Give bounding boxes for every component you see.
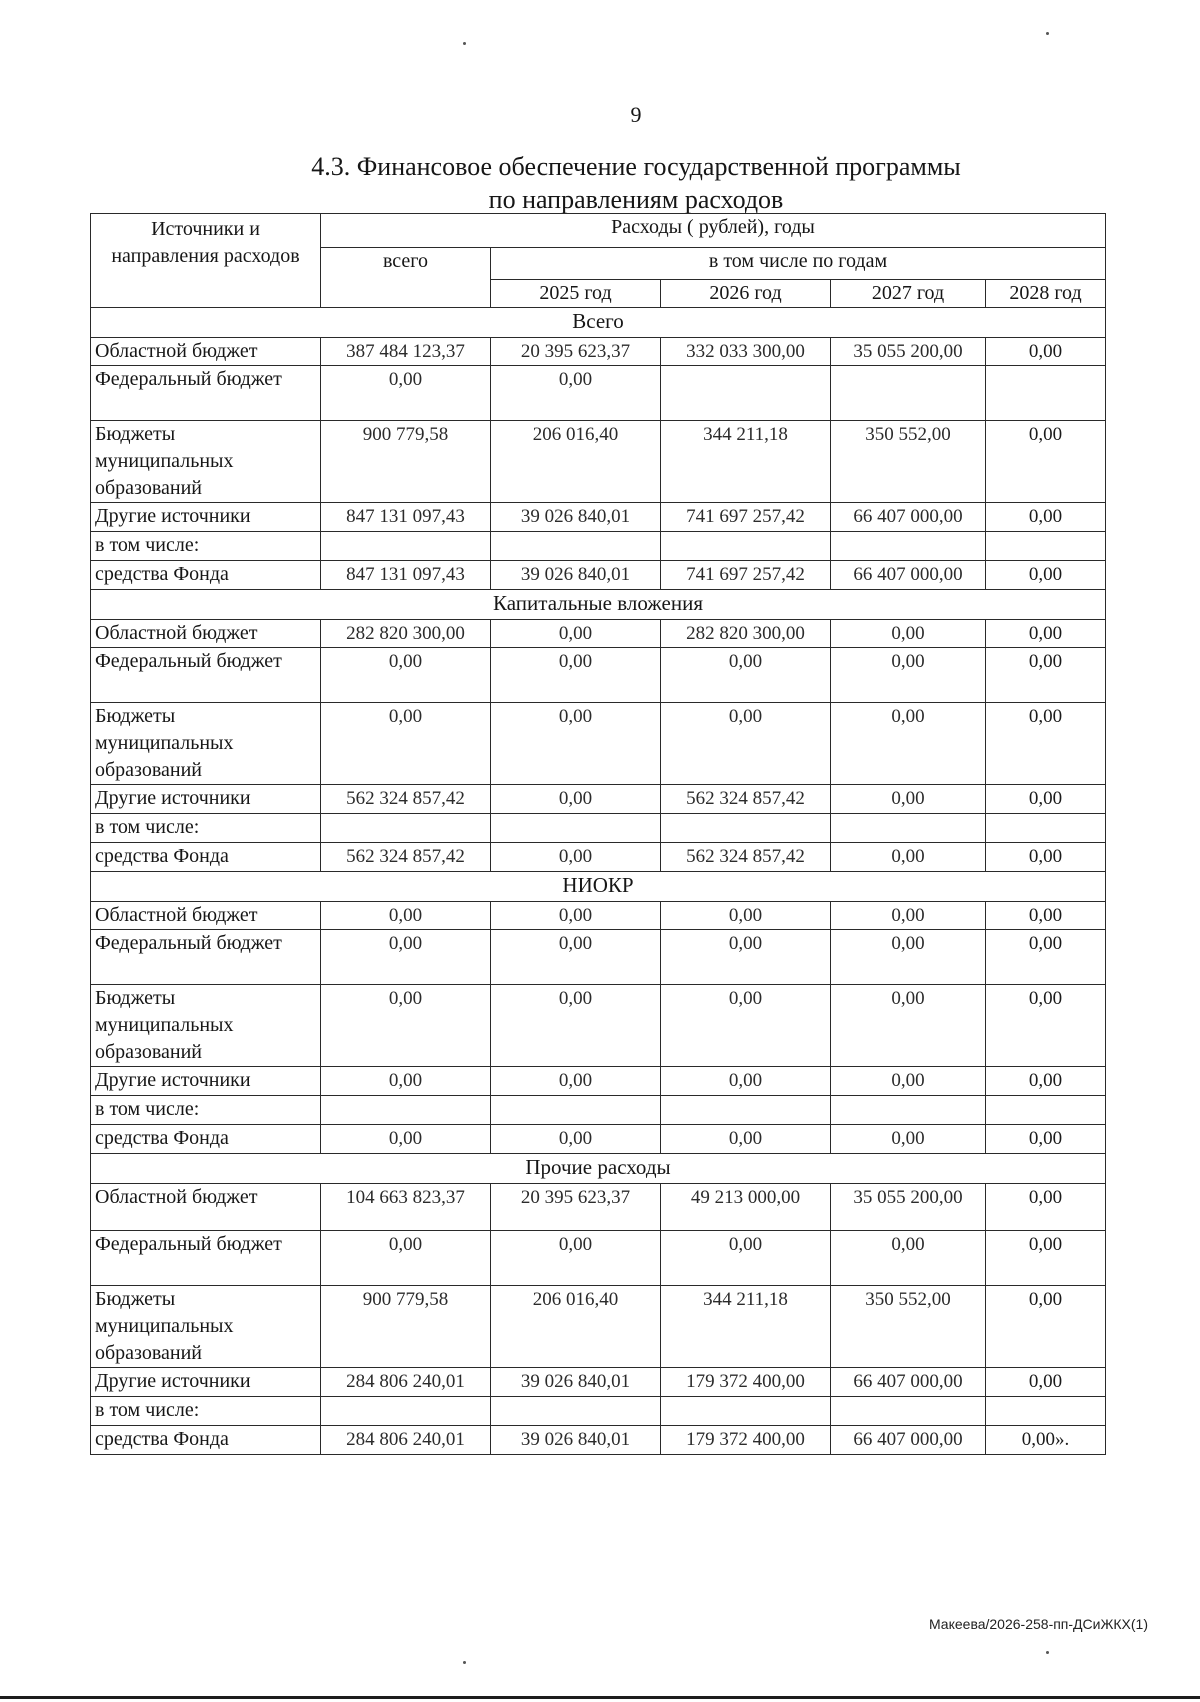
cell-y2025: 0,00 xyxy=(491,985,661,1067)
cell-total: 0,00 xyxy=(321,1231,491,1286)
cell-y2026: 49 213 000,00 xyxy=(661,1184,831,1231)
cell-y2026: 179 372 400,00 xyxy=(661,1426,831,1455)
cell-y2025: 20 395 623,37 xyxy=(491,338,661,366)
cell-y2025: 0,00 xyxy=(491,843,661,872)
cell-y2025 xyxy=(491,814,661,843)
table-row xyxy=(91,1426,1106,1455)
table-row xyxy=(91,703,1106,785)
table-row xyxy=(91,1397,1106,1426)
table-row xyxy=(91,503,1106,532)
cell-y2025: 39 026 840,01 xyxy=(491,503,661,532)
cell-y2027: 66 407 000,00 xyxy=(831,1426,986,1455)
cell-total xyxy=(321,532,491,561)
cell-y2028 xyxy=(986,532,1106,561)
cell-y2027: 0,00 xyxy=(831,648,986,703)
cell-y2025: 0,00 xyxy=(491,366,661,421)
cell-y2026: 0,00 xyxy=(661,1125,831,1154)
cell-y2027: 0,00 xyxy=(831,620,986,648)
cell-y2027: 66 407 000,00 xyxy=(831,1368,986,1397)
cell-total: 900 779,58 xyxy=(321,1286,491,1368)
header-total: всего xyxy=(321,248,491,308)
row-label: в том числе: xyxy=(91,1096,321,1125)
cell-y2026: 741 697 257,42 xyxy=(661,561,831,590)
cell-y2027: 35 055 200,00 xyxy=(831,1184,986,1231)
cell-y2028: 0,00 xyxy=(986,985,1106,1067)
cell-y2025 xyxy=(491,1397,661,1426)
header-year-2025: 2025 год xyxy=(491,280,661,308)
table-row xyxy=(91,421,1106,503)
table-row xyxy=(91,814,1106,843)
cell-y2028: 0,00 xyxy=(986,902,1106,930)
row-label: в том числе: xyxy=(91,1397,321,1426)
cell-y2028: 0,00 xyxy=(986,1286,1106,1368)
cell-total: 900 779,58 xyxy=(321,421,491,503)
cell-y2027: 350 552,00 xyxy=(831,421,986,503)
cell-y2028: 0,00 xyxy=(986,785,1106,814)
scan-speck xyxy=(1046,1651,1049,1654)
row-label: Федеральный бюджет xyxy=(91,366,321,421)
scan-speck xyxy=(1046,32,1049,35)
cell-y2025: 206 016,40 xyxy=(491,1286,661,1368)
cell-total: 0,00 xyxy=(321,366,491,421)
cell-y2027: 0,00 xyxy=(831,785,986,814)
row-label: средства Фонда xyxy=(91,561,321,590)
section-title: НИОКР xyxy=(91,872,1106,902)
header-year-2028: 2028 год xyxy=(986,280,1106,308)
title-line-2: по направлениям расходов xyxy=(488,185,784,214)
cell-y2027: 0,00 xyxy=(831,1231,986,1286)
cell-y2028: 0,00 xyxy=(986,648,1106,703)
table-row xyxy=(91,620,1106,648)
section-row xyxy=(91,590,1106,620)
table-row xyxy=(91,843,1106,872)
cell-y2026 xyxy=(661,366,831,421)
row-label: средства Фонда xyxy=(91,1125,321,1154)
cell-y2026: 0,00 xyxy=(661,1231,831,1286)
row-label: Бюджеты муниципальных образований xyxy=(91,1286,321,1368)
cell-y2026: 0,00 xyxy=(661,985,831,1067)
section-title: Всего xyxy=(91,308,1106,338)
header-by-years: в том числе по годам xyxy=(491,248,1106,280)
cell-y2025: 0,00 xyxy=(491,930,661,985)
cell-y2027 xyxy=(831,532,986,561)
table-row xyxy=(91,1125,1106,1154)
cell-y2026: 332 033 300,00 xyxy=(661,338,831,366)
cell-y2027: 0,00 xyxy=(831,843,986,872)
cell-y2025: 39 026 840,01 xyxy=(491,1426,661,1455)
cell-y2027 xyxy=(831,1096,986,1125)
cell-y2028: 0,00 xyxy=(986,1184,1106,1231)
cell-y2028: 0,00 xyxy=(986,503,1106,532)
cell-y2027: 0,00 xyxy=(831,902,986,930)
cell-y2027: 66 407 000,00 xyxy=(831,561,986,590)
cell-total xyxy=(321,1397,491,1426)
cell-y2026: 562 324 857,42 xyxy=(661,843,831,872)
row-label: Федеральный бюджет xyxy=(91,930,321,985)
cell-y2026: 0,00 xyxy=(661,648,831,703)
cell-y2025: 39 026 840,01 xyxy=(491,1368,661,1397)
cell-total: 0,00 xyxy=(321,1067,491,1096)
cell-y2026: 741 697 257,42 xyxy=(661,503,831,532)
section-title: Прочие расходы xyxy=(91,1154,1106,1184)
row-label: Областной бюджет xyxy=(91,1184,321,1231)
cell-y2026: 0,00 xyxy=(661,930,831,985)
footer-document-code: Макеева/2026-258-пп-ДСиЖКХ(1) xyxy=(928,1616,1148,1632)
cell-y2027: 35 055 200,00 xyxy=(831,338,986,366)
cell-y2026 xyxy=(661,814,831,843)
section-row xyxy=(91,308,1106,338)
cell-y2028 xyxy=(986,1397,1106,1426)
budget-table xyxy=(90,213,1106,1455)
section-title: Капитальные вложения xyxy=(91,590,1106,620)
cell-total: 0,00 xyxy=(321,703,491,785)
cell-y2025: 0,00 xyxy=(491,1125,661,1154)
cell-total: 847 131 097,43 xyxy=(321,503,491,532)
cell-y2027: 0,00 xyxy=(831,703,986,785)
row-label: Областной бюджет xyxy=(91,620,321,648)
table-row xyxy=(91,1096,1106,1125)
row-label: Другие источники xyxy=(91,785,321,814)
row-label: Федеральный бюджет xyxy=(91,1231,321,1286)
cell-y2028: 0,00 xyxy=(986,843,1106,872)
table-row xyxy=(91,930,1106,985)
cell-total: 387 484 123,37 xyxy=(321,338,491,366)
cell-y2028 xyxy=(986,366,1106,421)
row-label: Бюджеты муниципальных образований xyxy=(91,985,321,1067)
document-title xyxy=(0,150,1200,216)
row-label: Областной бюджет xyxy=(91,902,321,930)
cell-y2026: 562 324 857,42 xyxy=(661,785,831,814)
scan-edge-line xyxy=(0,1696,1200,1699)
header-year-2026: 2026 год xyxy=(661,280,831,308)
cell-total: 104 663 823,37 xyxy=(321,1184,491,1231)
cell-y2026 xyxy=(661,1397,831,1426)
cell-total xyxy=(321,814,491,843)
cell-y2025: 206 016,40 xyxy=(491,421,661,503)
budget-table-body xyxy=(91,308,1106,1455)
cell-y2025: 39 026 840,01 xyxy=(491,561,661,590)
row-label: в том числе: xyxy=(91,532,321,561)
table-row xyxy=(91,1368,1106,1397)
cell-y2026: 344 211,18 xyxy=(661,421,831,503)
header-expenses: Расходы ( рублей), годы xyxy=(321,214,1106,248)
title-line-1: 4.3. Финансовое обеспечение государственной программы xyxy=(311,152,961,181)
cell-y2028: 0,00 xyxy=(986,930,1106,985)
cell-y2026: 179 372 400,00 xyxy=(661,1368,831,1397)
section-row xyxy=(91,1154,1106,1184)
cell-y2025 xyxy=(491,1096,661,1125)
row-label: Бюджеты муниципальных образований xyxy=(91,703,321,785)
cell-y2027 xyxy=(831,1397,986,1426)
row-label: средства Фонда xyxy=(91,1426,321,1455)
cell-y2027: 0,00 xyxy=(831,1067,986,1096)
cell-y2025: 0,00 xyxy=(491,785,661,814)
cell-y2026 xyxy=(661,532,831,561)
cell-y2025: 0,00 xyxy=(491,1231,661,1286)
row-label: Другие источники xyxy=(91,1368,321,1397)
header-sources: Источники и направления расходов xyxy=(91,214,321,308)
cell-y2025: 0,00 xyxy=(491,1067,661,1096)
cell-total: 0,00 xyxy=(321,1125,491,1154)
cell-y2028: 0,00 xyxy=(986,421,1106,503)
cell-y2026: 0,00 xyxy=(661,902,831,930)
cell-y2027: 66 407 000,00 xyxy=(831,503,986,532)
table-row xyxy=(91,985,1106,1067)
cell-total: 284 806 240,01 xyxy=(321,1368,491,1397)
page-number: 9 xyxy=(630,102,642,127)
cell-y2025: 0,00 xyxy=(491,902,661,930)
cell-y2025 xyxy=(491,532,661,561)
cell-y2028: 0,00 xyxy=(986,338,1106,366)
cell-y2028: 0,00 xyxy=(986,1067,1106,1096)
row-label: Другие источники xyxy=(91,503,321,532)
scan-speck xyxy=(463,1661,466,1664)
cell-total: 847 131 097,43 xyxy=(321,561,491,590)
row-label: средства Фонда xyxy=(91,843,321,872)
table-row xyxy=(91,902,1106,930)
cell-y2025: 20 395 623,37 xyxy=(491,1184,661,1231)
cell-y2028 xyxy=(986,1096,1106,1125)
cell-y2026: 344 211,18 xyxy=(661,1286,831,1368)
table-row xyxy=(91,648,1106,703)
cell-y2027: 0,00 xyxy=(831,930,986,985)
section-row xyxy=(91,872,1106,902)
cell-y2027: 350 552,00 xyxy=(831,1286,986,1368)
cell-y2028 xyxy=(986,814,1106,843)
cell-y2026: 282 820 300,00 xyxy=(661,620,831,648)
cell-y2028: 0,00». xyxy=(986,1426,1106,1455)
cell-total xyxy=(321,1096,491,1125)
header-row-1 xyxy=(91,214,1106,248)
cell-y2028: 0,00 xyxy=(986,703,1106,785)
cell-y2028: 0,00 xyxy=(986,1368,1106,1397)
cell-y2028: 0,00 xyxy=(986,620,1106,648)
cell-y2025: 0,00 xyxy=(491,648,661,703)
cell-y2028: 0,00 xyxy=(986,1231,1106,1286)
header-year-2027: 2027 год xyxy=(831,280,986,308)
cell-y2027: 0,00 xyxy=(831,1125,986,1154)
cell-y2027 xyxy=(831,366,986,421)
table-row xyxy=(91,785,1106,814)
cell-total: 0,00 xyxy=(321,648,491,703)
table-row xyxy=(91,1286,1106,1368)
row-label: Федеральный бюджет xyxy=(91,648,321,703)
cell-y2027: 0,00 xyxy=(831,985,986,1067)
cell-total: 0,00 xyxy=(321,985,491,1067)
cell-total: 0,00 xyxy=(321,930,491,985)
row-label: в том числе: xyxy=(91,814,321,843)
table-row xyxy=(91,532,1106,561)
scan-speck xyxy=(463,42,466,45)
cell-y2028: 0,00 xyxy=(986,1125,1106,1154)
row-label: Бюджеты муниципальных образований xyxy=(91,421,321,503)
table-row xyxy=(91,338,1106,366)
cell-total: 562 324 857,42 xyxy=(321,785,491,814)
cell-total: 284 806 240,01 xyxy=(321,1426,491,1455)
table-row xyxy=(91,1067,1106,1096)
cell-y2026 xyxy=(661,1096,831,1125)
cell-total: 282 820 300,00 xyxy=(321,620,491,648)
cell-y2025: 0,00 xyxy=(491,620,661,648)
cell-y2027 xyxy=(831,814,986,843)
cell-y2025: 0,00 xyxy=(491,703,661,785)
cell-y2026: 0,00 xyxy=(661,1067,831,1096)
cell-total: 562 324 857,42 xyxy=(321,843,491,872)
cell-y2028: 0,00 xyxy=(986,561,1106,590)
cell-total: 0,00 xyxy=(321,902,491,930)
table-row xyxy=(91,561,1106,590)
table-row xyxy=(91,366,1106,421)
table-row xyxy=(91,1184,1106,1231)
row-label: Другие источники xyxy=(91,1067,321,1096)
cell-y2026: 0,00 xyxy=(661,703,831,785)
row-label: Областной бюджет xyxy=(91,338,321,366)
table-row xyxy=(91,1231,1106,1286)
